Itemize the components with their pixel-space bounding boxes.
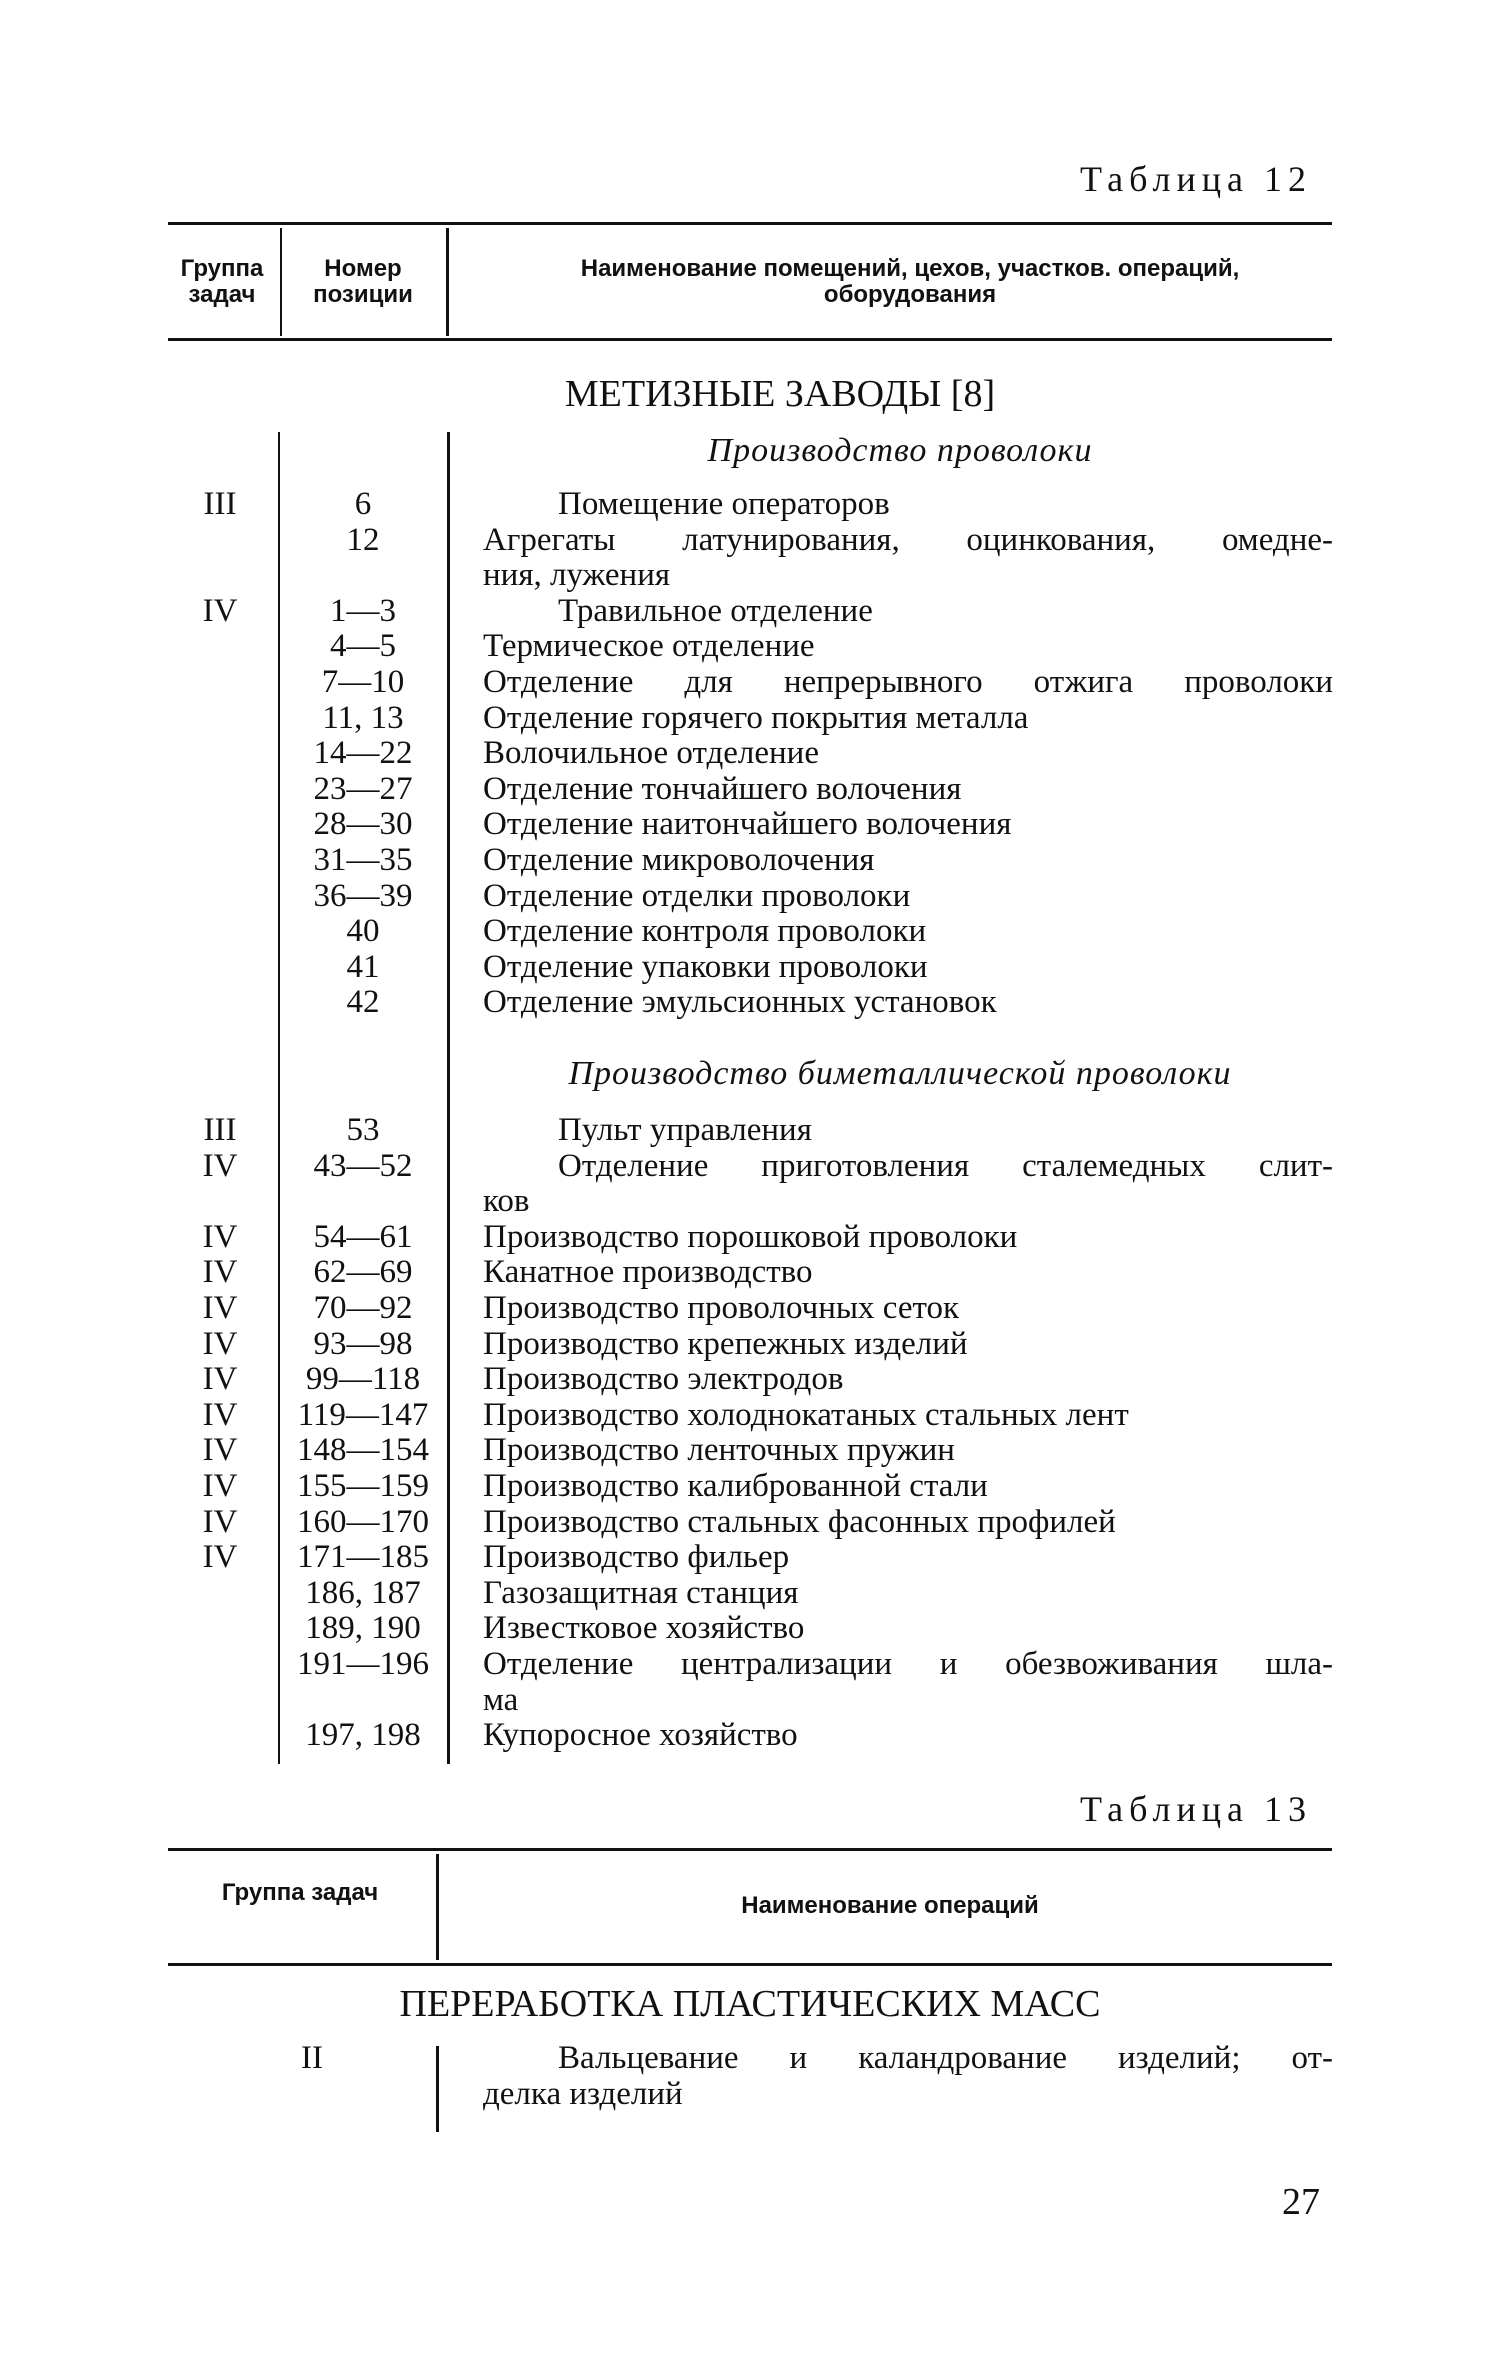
table12-header-divider-1 (280, 228, 282, 336)
row-group: IV (202, 1539, 238, 1576)
row-group: IV (202, 1218, 238, 1255)
table13-header-rule (168, 1963, 1332, 1966)
row-position: 189, 190 (305, 1610, 421, 1647)
row-text: Вальцевание и каландрование изделий; от- (558, 2040, 1333, 2076)
row-position: 12 (346, 521, 380, 558)
table-row (0, 700, 1499, 736)
table-row (0, 949, 1499, 985)
table13-header-name: Наименование операций (741, 1892, 1039, 1919)
row-position: 70—92 (313, 1290, 413, 1326)
row-text: Отделение горячего покрытия металла (483, 699, 1029, 736)
row-group: IV (202, 1468, 238, 1504)
row-position: 99—118 (305, 1361, 421, 1398)
table-row (0, 557, 1499, 593)
table-row (0, 771, 1499, 807)
row-group: IV (202, 1396, 238, 1433)
row-text: Производство калиброванной стали (483, 1468, 988, 1504)
table12-header-position: Номер позиции (313, 255, 413, 308)
table12-subsection-bimetal: Производство биметаллической проволоки (568, 1055, 1232, 1092)
table-row (0, 1610, 1499, 1646)
table-row (0, 522, 1499, 558)
table-row (0, 1290, 1499, 1326)
row-text: Отделение упаковки проволоки (483, 948, 928, 985)
row-group: IV (202, 1147, 238, 1184)
table-row (0, 664, 1499, 700)
row-position: 155—159 (297, 1468, 429, 1504)
page-number: 27 (1282, 2181, 1320, 2223)
table13-section-title: ПЕРЕРАБОТКА ПЛАСТИЧЕСКИХ МАСС (399, 1983, 1101, 2025)
row-position: 23—27 (313, 770, 413, 807)
row-text: Известковое хозяйство (483, 1610, 805, 1647)
row-text: ния, лужения (483, 557, 671, 594)
row-position: 41 (346, 948, 380, 985)
row-text: Производство проволочных сеток (483, 1290, 959, 1326)
table-row (0, 2076, 1499, 2112)
row-group: IV (202, 1361, 238, 1398)
table12-header-rule (168, 338, 1332, 341)
row-text: Отделение тончайшего волочения (483, 770, 962, 807)
table-row (0, 1432, 1499, 1468)
row-text: Отделение контроля проволоки (483, 913, 927, 950)
table-row (0, 735, 1499, 771)
row-position: 40 (346, 913, 380, 950)
row-position: 148—154 (297, 1432, 429, 1469)
table-row (0, 628, 1499, 664)
row-text: Производство ленточных пружин (483, 1432, 955, 1469)
row-position: 7—10 (321, 664, 405, 700)
row-text: Отделение приготовления сталемедных слит- (558, 1147, 1333, 1184)
row-text: Отделение отделки проволоки (483, 877, 911, 914)
row-group: III (203, 486, 237, 522)
table12-header-group: Группа задач (180, 255, 264, 308)
row-position: 28—30 (313, 806, 413, 843)
table-row (0, 984, 1499, 1020)
row-text: Отделение эмульсионных установок (483, 984, 997, 1021)
table13-header-divider (436, 1854, 439, 1960)
row-position: 53 (346, 1112, 380, 1148)
table-row (0, 1468, 1499, 1504)
row-text: Отделение микроволочения (483, 842, 875, 878)
table-row (0, 1112, 1499, 1148)
table-row (0, 913, 1499, 949)
table-row (0, 1219, 1499, 1255)
row-text: Купоросное хозяйство (483, 1717, 798, 1754)
row-position: 14—22 (313, 735, 413, 772)
row-group: II (301, 2040, 323, 2076)
row-text: Отделение централизации и обезвоживания шла- (483, 1646, 1333, 1682)
row-text: делка изделий (483, 2076, 683, 2112)
row-text: Травильное отделение (558, 592, 873, 629)
row-text: Производство стальных фасонных профилей (483, 1503, 1116, 1540)
row-position: 186, 187 (305, 1574, 421, 1611)
table-row (0, 1397, 1499, 1433)
table-row (0, 2040, 1499, 2076)
row-text: Пульт управления (558, 1112, 812, 1148)
row-text: ма (483, 1681, 519, 1718)
table13-header-group: Группа задач (221, 1879, 379, 1906)
row-text: Производство крепежных изделий (483, 1325, 968, 1362)
row-position: 191—196 (297, 1646, 429, 1682)
table-row (0, 593, 1499, 629)
row-text: Отделение для непрерывного отжига проволоки (483, 664, 1333, 700)
row-position: 160—170 (297, 1503, 429, 1540)
table-row (0, 1717, 1499, 1753)
row-position: 197, 198 (305, 1717, 421, 1754)
table-row (0, 806, 1499, 842)
row-position: 6 (354, 486, 372, 522)
row-position: 43—52 (313, 1147, 413, 1184)
table12-header-name: Наименование помещений, цехов, участков. операций, оборудования (580, 255, 1240, 308)
row-text: Отделение наитончайшего волочения (483, 806, 1012, 843)
row-position: 54—61 (313, 1218, 413, 1255)
table-row (0, 1183, 1499, 1219)
table-row (0, 1575, 1499, 1611)
row-group: IV (202, 1503, 238, 1540)
row-position: 93—98 (313, 1325, 413, 1362)
row-text: Термическое отделение (483, 628, 815, 665)
row-text: Газозащитная станция (483, 1574, 799, 1611)
row-position: 11, 13 (322, 699, 404, 736)
row-text: Агрегаты латунирования, оцинкования, омедне- (483, 521, 1333, 558)
row-group: III (203, 1112, 237, 1148)
row-group: IV (202, 1432, 238, 1469)
row-position: 42 (346, 984, 380, 1021)
table12-caption: Таблица 12 (1080, 159, 1312, 199)
row-text: Волочильное отделение (483, 735, 819, 772)
row-group: IV (202, 1254, 238, 1291)
row-position: 36—39 (313, 877, 413, 914)
row-text: ков (483, 1183, 530, 1220)
row-position: 62—69 (313, 1254, 413, 1291)
table12-subsection-wire: Производство проволоки (707, 432, 1093, 469)
row-position: 171—185 (297, 1539, 429, 1576)
row-group: IV (202, 1290, 238, 1326)
row-position: 31—35 (313, 842, 413, 878)
table-row (0, 1646, 1499, 1682)
table-row (0, 1148, 1499, 1184)
table-row (0, 486, 1499, 522)
row-group: IV (202, 1325, 238, 1362)
table12-top-rule (168, 222, 1332, 225)
table12-section-title: МЕТИЗНЫЕ ЗАВОДЫ [8] (564, 373, 996, 415)
row-position: 4—5 (330, 628, 396, 665)
table-row (0, 1682, 1499, 1718)
table13-top-rule (168, 1848, 1332, 1851)
table-row (0, 842, 1499, 878)
row-group: IV (202, 592, 238, 629)
row-position: 119—147 (297, 1396, 429, 1433)
table-row (0, 1326, 1499, 1362)
row-text: Производство электродов (483, 1361, 844, 1398)
table-row (0, 1539, 1499, 1575)
table-row (0, 878, 1499, 914)
row-position: 1—3 (330, 592, 396, 629)
table13-caption: Таблица 13 (1080, 1789, 1312, 1829)
table12-header-divider-2 (446, 228, 449, 336)
table-row (0, 1361, 1499, 1397)
row-text: Производство фильер (483, 1539, 790, 1576)
row-text: Производство холоднокатаных стальных лент (483, 1396, 1129, 1433)
table-row (0, 1504, 1499, 1540)
table-row (0, 1254, 1499, 1290)
row-text: Помещение операторов (558, 486, 890, 522)
row-text: Канатное производство (483, 1254, 813, 1291)
row-text: Производство порошковой проволоки (483, 1218, 1018, 1255)
